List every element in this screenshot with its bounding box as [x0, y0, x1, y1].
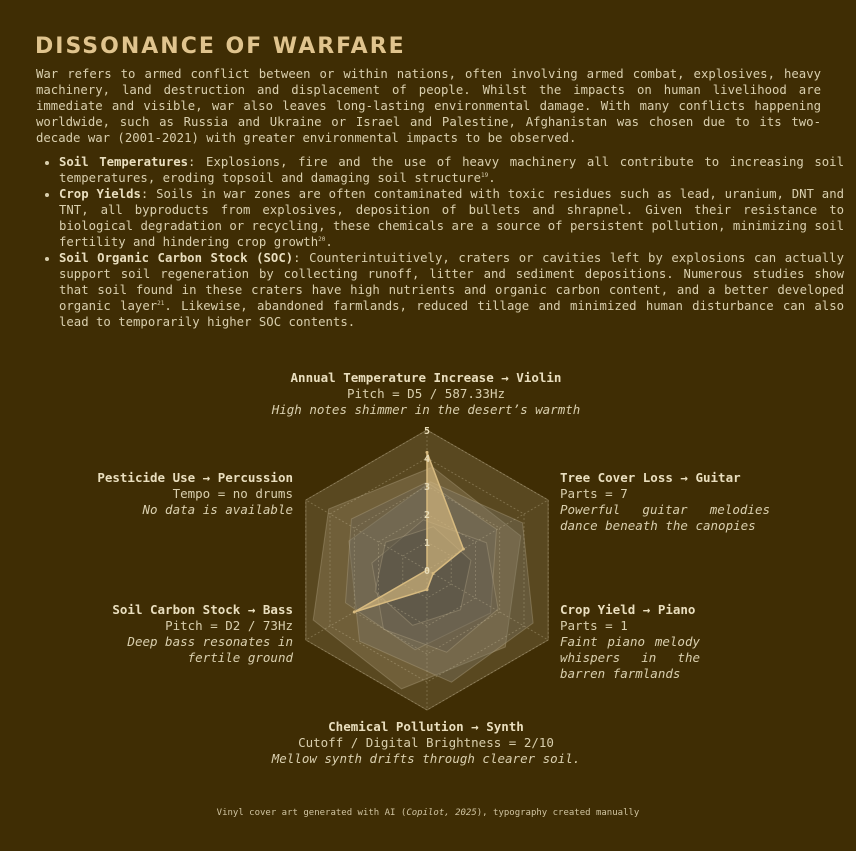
bullet-ref: 19: [481, 171, 489, 179]
page-title: DISSONANCE OF WARFARE: [35, 34, 406, 59]
label-pesticide: [63, 470, 293, 518]
label-pest-title: Pesticide Use → Percussion: [97, 470, 293, 485]
label-tree-desc: Powerful guitar melodies dance beneath the canopies: [560, 502, 770, 533]
label-chem-title: Chemical Pollution → Synth: [328, 719, 524, 734]
label-crop-desc: Faint piano melody whispers in the barren farmlands: [560, 634, 700, 681]
footer-text-end: ), typography created manually: [476, 808, 640, 818]
label-temperature-desc: High notes shimmer in the desert’s warmth: [271, 402, 581, 417]
radar-data-point: [353, 611, 356, 614]
label-temperature-title: Annual Temperature Increase → Violin: [290, 370, 562, 385]
radar-tick-label: 3: [423, 482, 431, 493]
bullet-ref: 20: [318, 235, 326, 243]
radar-tick-label: 5: [423, 426, 431, 437]
label-tree-cover: [560, 470, 770, 534]
radar-tick-label: 0: [423, 566, 431, 577]
bullet-end: .: [325, 235, 333, 249]
intro-paragraph: War refers to armed conflict between or within nations, often involving armed combat, explosives, heavy machinery, land destruction and displacement of people. Whilst the impacts on human livelihood are immediate and visible, war also leaves long-lasting environmental damage. With many conflicts happening worldwide, such as Russia and Ukraine or Israel and Palestine, Afghanistan was chosen due to its two-decade war (2001-2021) with greater environmental impacts to be observed.: [36, 67, 821, 145]
radar-data-point: [426, 588, 429, 591]
label-pest-detail: Tempo = no drums: [172, 486, 293, 501]
bullet-term: Soil Organic Carbon Stock (SOC): [59, 251, 294, 265]
bullet-text: : Soils in war zones are often contaminated with toxic residues such as lead, uranium, DNT and TNT, all byproducts from explosives, deposition of bullets and shrapnel. Given their resistance to biological degradation or recycling, these chemicals are a source of persistent pollution, minimizing soil fertility and hindering crop growth: [59, 187, 844, 249]
label-temperature-detail: Pitch = D5 / 587.33Hz: [346, 386, 506, 401]
label-soil-desc: Deep bass resonates in fertile ground: [127, 634, 293, 665]
footer-citation: Copilot, 2025: [406, 808, 477, 818]
label-chem-desc: Mellow synth drifts through clearer soil.: [271, 751, 581, 766]
radar-tick-label: 1: [423, 538, 431, 549]
label-tree-detail: Parts = 7: [560, 486, 628, 501]
footer-credit: [0, 808, 856, 818]
label-pest-desc: No data is available: [142, 502, 293, 517]
label-temperature: [226, 370, 626, 418]
bullet-term: Crop Yields: [59, 187, 141, 201]
label-soil-title: Soil Carbon Stock → Bass: [112, 602, 293, 617]
label-crop-yield: [560, 602, 700, 682]
label-chem-detail: Cutoff / Digital Brightness = 2/10: [298, 735, 554, 750]
footer-text: Vinyl cover art generated with AI (: [216, 808, 407, 818]
bullet-ref: 21: [157, 299, 165, 307]
label-tree-title: Tree Cover Loss → Guitar: [560, 470, 741, 485]
bullet-text: : Explosions, fire and the use of heavy machinery all contribute to increasing soil temperatures, eroding topsoil and damaging soil structure: [59, 155, 844, 185]
bullet-end: .: [488, 171, 496, 185]
label-crop-detail: Parts = 1: [560, 618, 628, 633]
radar-tick-label: 2: [423, 510, 431, 521]
bullet-term: Soil Temperatures: [59, 155, 189, 169]
radar-tick-label: 4: [423, 454, 431, 465]
bullet-end: . Likewise, abandoned farmlands, reduced tillage and minimized human disturbance can also lead to temporarily higher SOC contents.: [59, 299, 844, 329]
label-chemical-pollution: [226, 719, 626, 767]
radar-data-point: [432, 572, 435, 575]
label-soil-carbon: [93, 602, 293, 666]
label-soil-detail: Pitch = D2 / 73Hz: [165, 618, 293, 633]
label-crop-title: Crop Yield → Piano: [560, 602, 696, 617]
radar-data-point: [462, 548, 465, 551]
bullet-text: : Counterintuitively, craters or cavities left by explosions can actually support soil regeneration by collecting runoff, litter and sediment depositions. Numerous studies show that soil found in these craters have high nutrients and organic carbon content, and a better developed organic layer: [59, 251, 844, 313]
